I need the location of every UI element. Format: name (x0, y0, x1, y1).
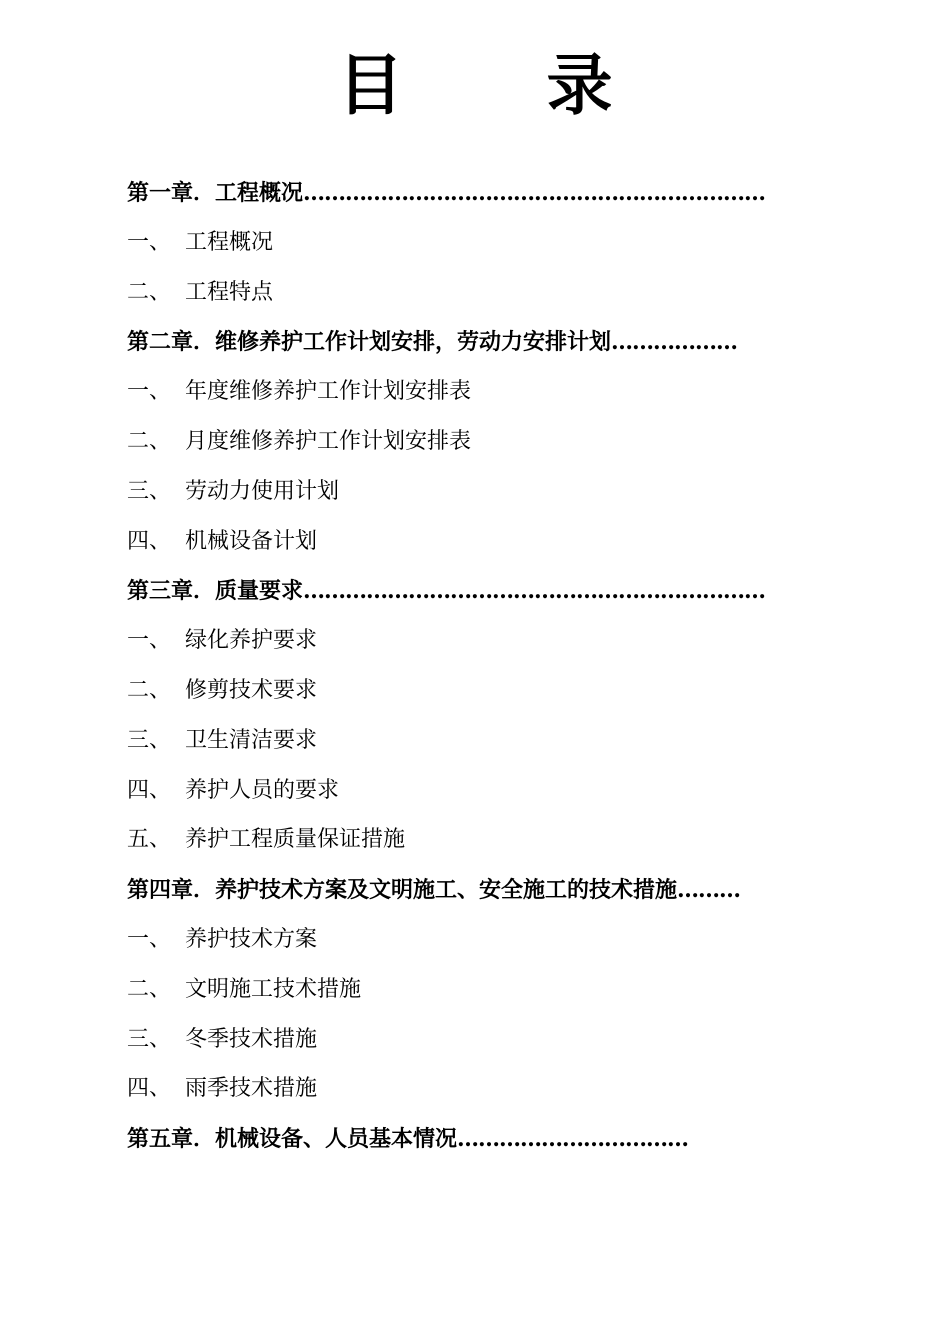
toc-entry-number: 一、 (127, 628, 172, 654)
toc-chapter-4[interactable] (127, 865, 799, 915)
toc-entry-text: 第五章．机械设备、人员基本情况 (127, 1126, 458, 1153)
table-of-contents (127, 168, 799, 1164)
toc-entry-text: 机械设备计划 (185, 528, 318, 554)
toc-entry-text: 修剪技术要求 (185, 677, 318, 703)
toc-entry-text: 工程特点 (185, 279, 274, 305)
toc-section[interactable] (127, 367, 799, 417)
toc-entry-text: 第一章．工程概况 (127, 180, 304, 206)
toc-entry-number: 一、 (127, 926, 172, 952)
toc-leader: ………………………………………………………… (303, 578, 766, 605)
toc-entry-number: 一、 (127, 229, 172, 255)
toc-entry-number: 四、 (127, 777, 172, 803)
toc-entry-number: 四、 (127, 528, 172, 554)
toc-entry-number: 二、 (127, 677, 172, 703)
toc-section[interactable] (127, 218, 799, 268)
toc-leader: …………………………… (457, 1126, 689, 1153)
toc-chapter-3[interactable] (127, 566, 799, 616)
toc-section[interactable] (127, 1064, 799, 1114)
toc-entry-number: 二、 (127, 976, 172, 1002)
toc-entry-text: 冬季技术措施 (185, 1026, 318, 1052)
toc-entry-number: 一、 (127, 379, 172, 405)
toc-entry-text: 第三章．质量要求 (127, 578, 304, 605)
toc-entry-number: 三、 (127, 1026, 172, 1052)
toc-entry-text: 养护技术方案 (185, 926, 318, 952)
toc-entry-text: 卫生清洁要求 (185, 727, 318, 753)
toc-entry-number: 二、 (127, 428, 172, 454)
toc-section[interactable] (127, 1015, 799, 1065)
toc-chapter-1[interactable] (127, 168, 799, 218)
toc-section[interactable] (127, 417, 799, 467)
toc-entry-text: 养护工程质量保证措施 (185, 827, 406, 853)
toc-section[interactable] (127, 616, 799, 666)
toc-entry-number: 四、 (127, 1076, 172, 1102)
toc-entry-text: 第四章．养护技术方案及文明施工、安全施工的技术措施 (127, 877, 678, 904)
toc-entry-text: 绿化养护要求 (185, 628, 318, 654)
toc-leader: ……………… (611, 329, 738, 356)
toc-entry-text: 年度维修养护工作计划安排表 (185, 379, 472, 405)
document-title: 目 录 (337, 46, 673, 124)
toc-section[interactable] (127, 815, 799, 865)
toc-section[interactable] (127, 716, 799, 766)
toc-entry-text: 雨季技术措施 (185, 1076, 318, 1102)
toc-entry-text: 劳动力使用计划 (185, 478, 340, 504)
toc-entry-text: 月度维修养护工作计划安排表 (185, 428, 472, 454)
toc-chapter-2[interactable] (127, 317, 799, 367)
toc-entry-number: 三、 (127, 478, 172, 504)
toc-section[interactable] (127, 666, 799, 716)
toc-section[interactable] (127, 915, 799, 965)
toc-section[interactable] (127, 965, 799, 1015)
toc-entry-number: 二、 (127, 279, 172, 305)
toc-leader: ………………………………………………………… (303, 180, 766, 206)
toc-entry-text: 文明施工技术措施 (185, 976, 362, 1002)
toc-entry-text: 第二章．维修养护工作计划安排，劳动力安排计划 (127, 329, 612, 356)
toc-entry-text: 养护人员的要求 (185, 777, 340, 803)
toc-section[interactable] (127, 517, 799, 567)
toc-section[interactable] (127, 467, 799, 517)
toc-entry-text: 工程概况 (185, 229, 274, 255)
toc-entry-number: 五、 (127, 827, 172, 853)
toc-leader: ……… (677, 877, 741, 904)
toc-chapter-5[interactable] (127, 1114, 799, 1164)
toc-entry-number: 三、 (127, 727, 172, 753)
toc-section[interactable] (127, 268, 799, 318)
toc-section[interactable] (127, 766, 799, 816)
